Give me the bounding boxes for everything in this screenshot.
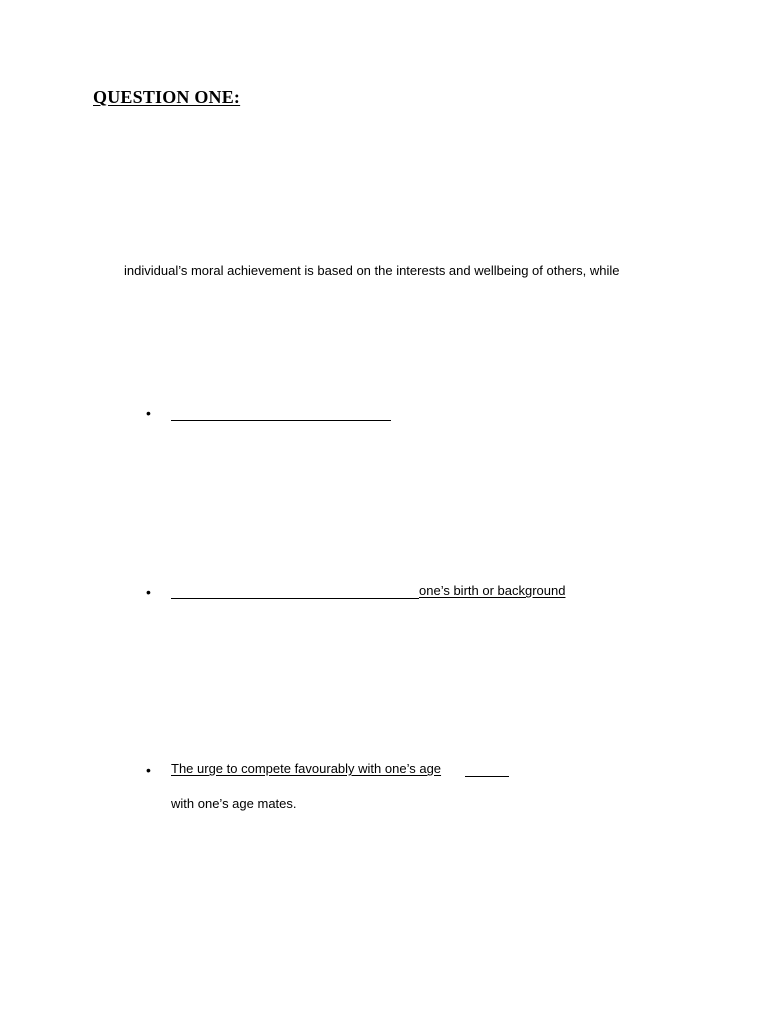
bullet-2-text: one’s birth or background xyxy=(419,583,566,598)
bullet-1-marker: • xyxy=(146,405,151,421)
bullet-2-marker: • xyxy=(146,584,151,600)
bullet-1-blank-line xyxy=(171,406,391,421)
bullet-3-text: The urge to compete favourably with one’s age xyxy=(171,761,442,776)
bullet-3-marker: • xyxy=(146,762,151,778)
paragraph-text: individual’s moral achievement is based on the interests and wellbeing of others, while xyxy=(124,263,620,278)
bullet-3-blank-line xyxy=(465,762,509,777)
question-heading: QUESTION ONE: xyxy=(93,87,241,107)
bullet-2-blank-line xyxy=(171,584,419,599)
bullet-3-continuation: with one’s age mates. xyxy=(171,796,297,811)
